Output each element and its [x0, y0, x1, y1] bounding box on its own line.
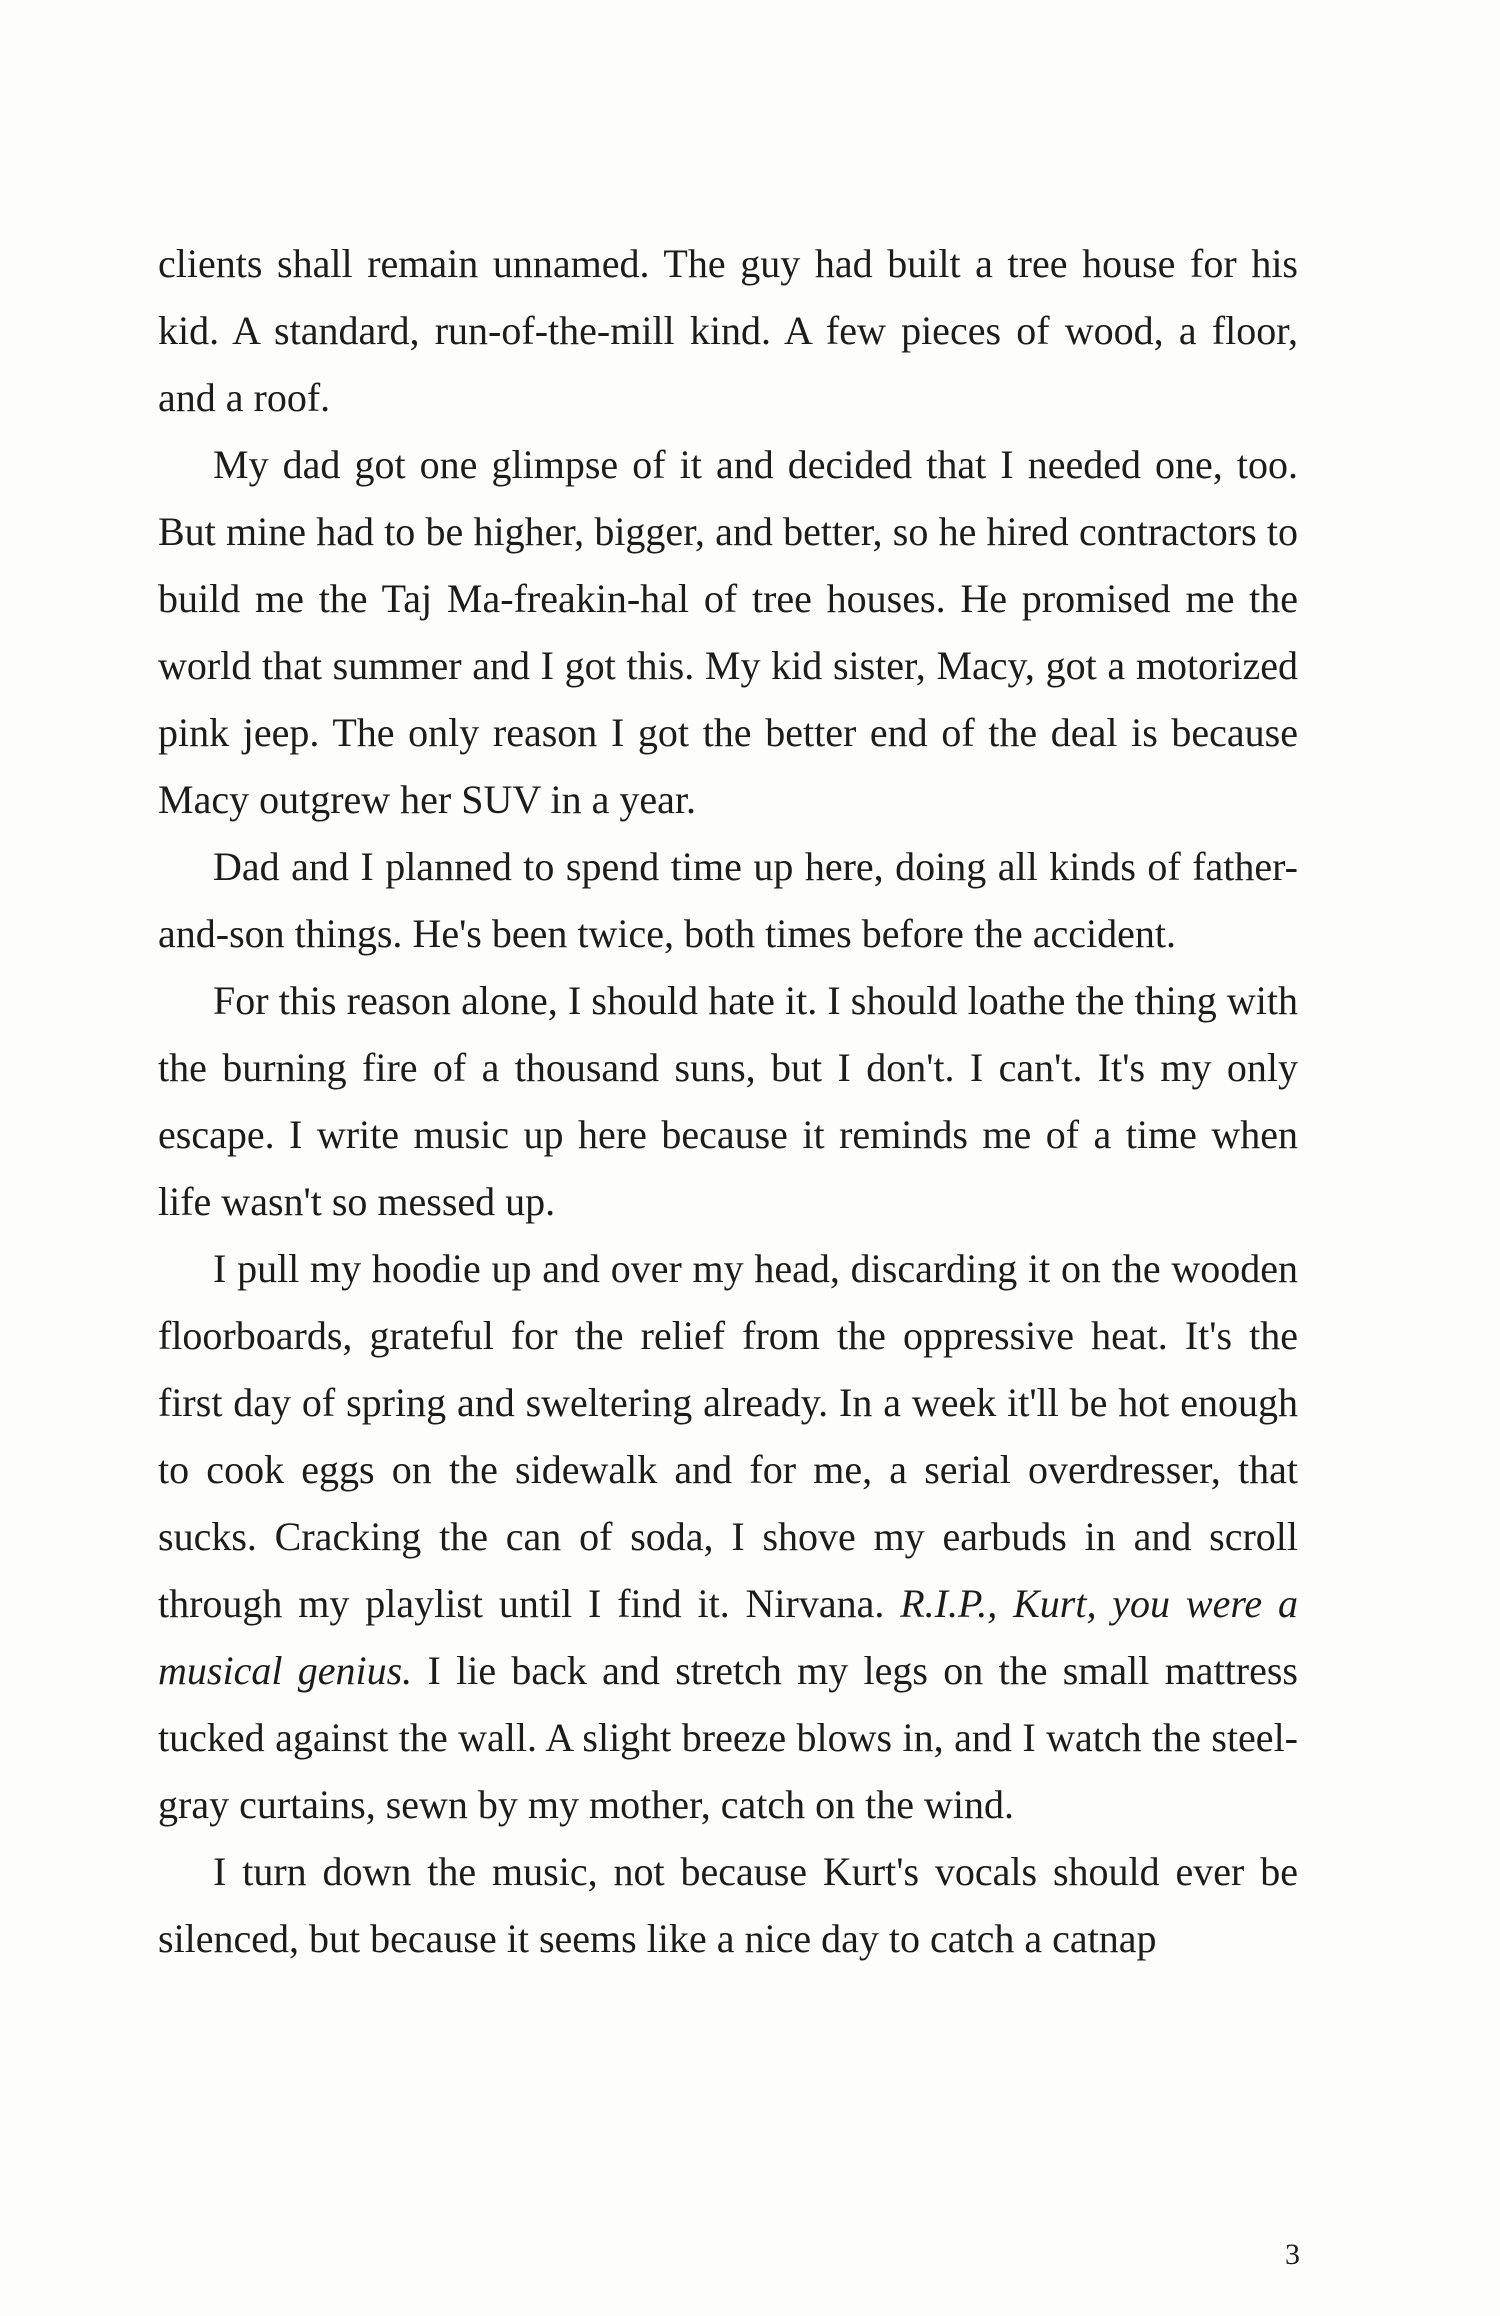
- paragraph-4: For this reason alone, I should hate it. I should loathe the thing with the burning fire of a thousand suns, but I don't. I can't. It's my only escape. I write music up here because it reminds me of a time when life wasn't so messed up.: [158, 978, 1298, 1224]
- paragraph-2: My dad got one glimpse of it and decided that I needed one, too. But mine had to be higher, bigger, and better, so he hired contractors to build me the Taj Ma-freakin-hal of tree houses. He promised me the world that summer and I got this. My kid sister, Macy, got a motorized pink jeep. The only reason I got the better end of the deal is because Macy outgrew her SUV in a year.: [158, 442, 1298, 822]
- page-number: 3: [1285, 2238, 1300, 2271]
- paragraph-5-after: I lie back and stretch my legs on the small mattress tucked against the wall. A slight breeze blows in, and I watch the steel-gray curtains, sewn by my mother, catch on the wind.: [158, 1648, 1298, 1827]
- paragraph-5-before: I pull my hoodie up and over my head, discarding it on the wooden floorboards, grateful for the relief from the oppressive heat. It's the first day of spring and sweltering already. In a week it'll be hot enough to cook eggs on the sidewalk and for me, a serial overdresser, that sucks. Cracking the can of soda, I shove my earbuds in and scroll through my playlist until I find it. Nirvana.: [158, 1246, 1298, 1626]
- body-text: [158, 230, 1298, 1972]
- paragraph-6: I turn down the music, not because Kurt's vocals should ever be silenced, but because it seems like a nice day to catch a catnap: [158, 1849, 1298, 1961]
- paragraph-5: [158, 1235, 1298, 1838]
- paragraph-1: clients shall remain unnamed. The guy had built a tree house for his kid. A standard, run-of-the-mill kind. A few pieces of wood, a floor, and a roof.: [158, 241, 1298, 420]
- paragraph-3: Dad and I planned to spend time up here, doing all kinds of father-and-son things. He's been twice, both times before the accident.: [158, 844, 1298, 956]
- paragraph-5-italic: R.I.P., Kurt, you were a musical genius.: [158, 1581, 1299, 1693]
